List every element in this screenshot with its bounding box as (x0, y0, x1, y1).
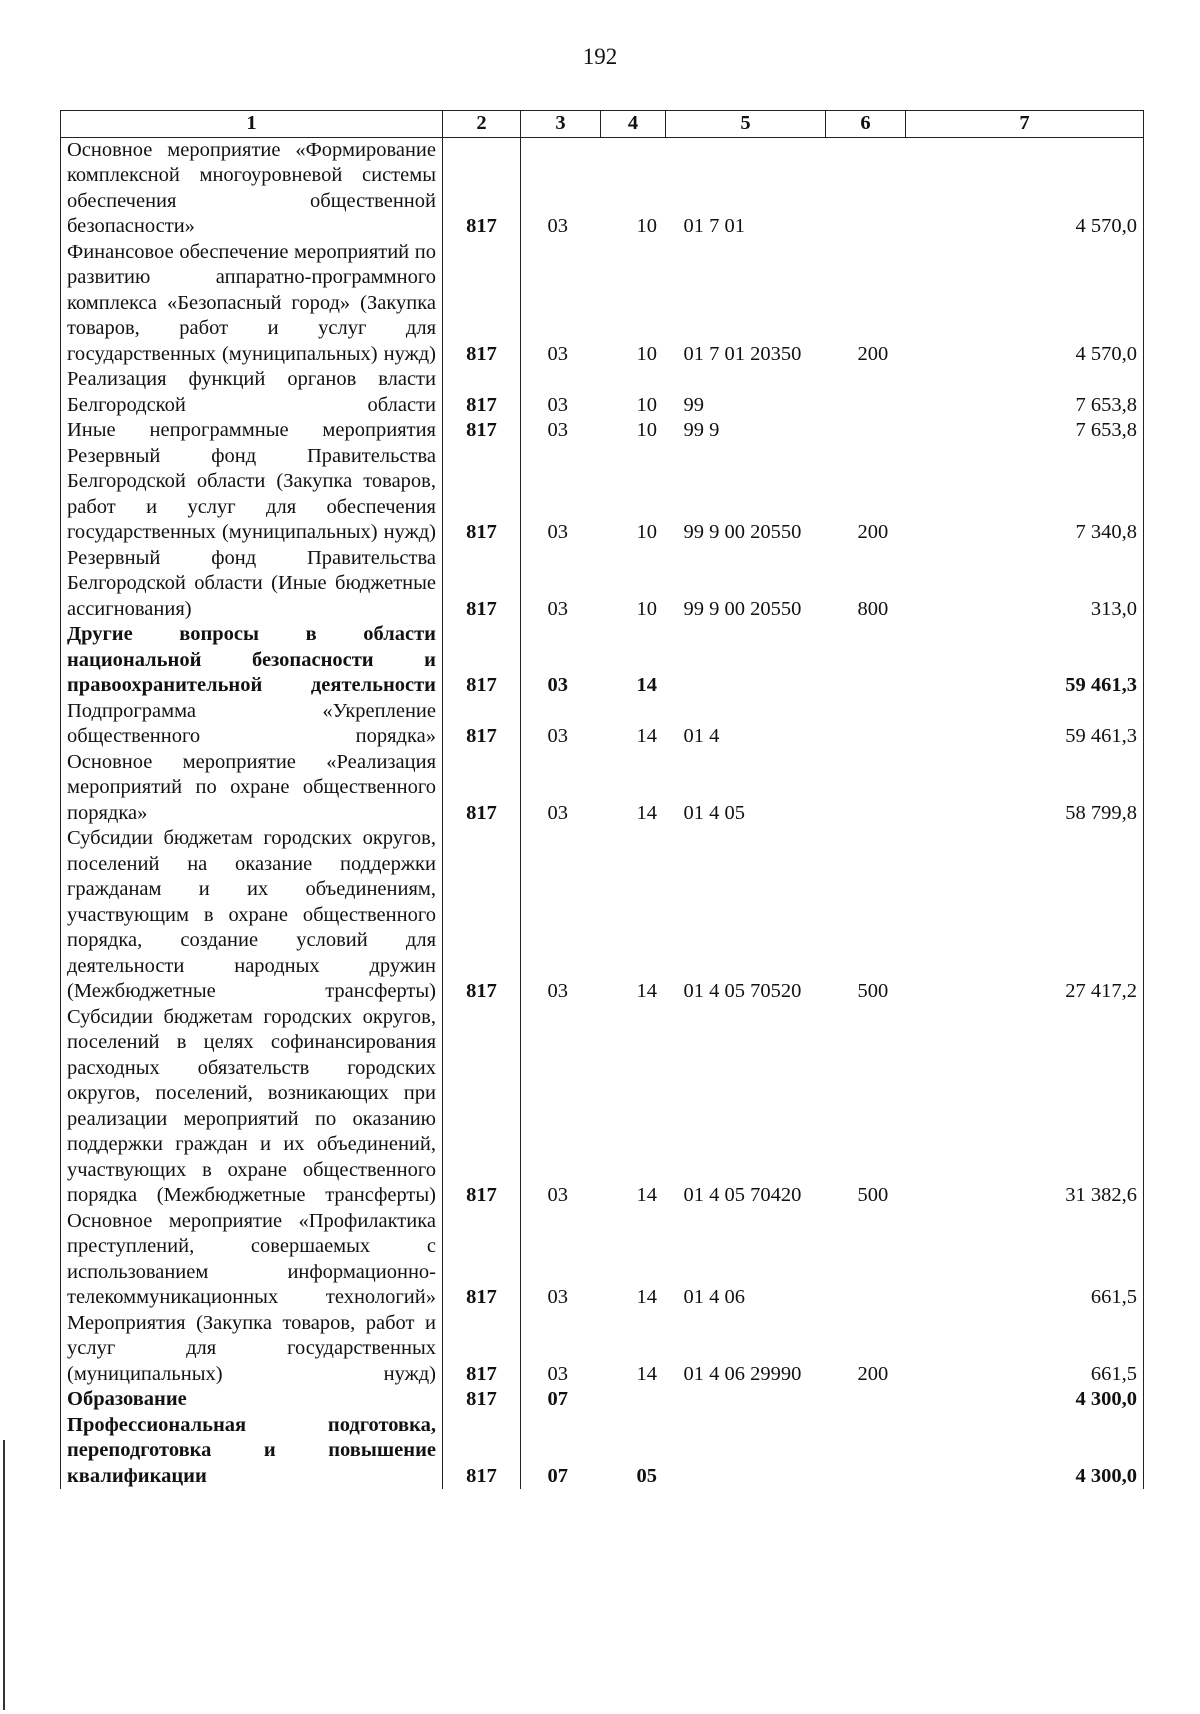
table-row (61, 622, 1144, 699)
row-name: Резервный фонд Правительства Белгородской области (Иные бюджетные ассигнования) (61, 546, 443, 623)
row-expense-type (826, 1387, 906, 1413)
table-row (61, 750, 1144, 827)
row-amount: 7 653,8 (906, 418, 1144, 444)
table-row (61, 137, 1144, 240)
row-grbs-code: 817 (443, 367, 521, 418)
row-subsection-code: 14 (636, 980, 657, 1002)
row-subsection-code: 10 (636, 215, 657, 237)
row-amount: 27 417,2 (906, 826, 1144, 1005)
row-name: Иные непрограммные мероприятия (61, 418, 443, 444)
row-target-article: 01 7 01 (683, 215, 745, 237)
row-amount: 661,5 (906, 1311, 1144, 1388)
row-target-article: 99 (683, 393, 704, 416)
row-expense-type (826, 1413, 906, 1490)
row-target-article: 01 4 06 (683, 1286, 745, 1308)
table-row (61, 826, 1144, 1005)
row-subsection-code: 10 (636, 521, 657, 543)
row-target-article: 99 9 00 20550 (683, 521, 802, 543)
col-header-4: 4 (601, 111, 666, 138)
row-section-code: 03 (547, 801, 568, 824)
row-target-article: 01 4 05 70520 (683, 980, 802, 1002)
header-row (61, 111, 1144, 138)
row-expense-type (826, 622, 906, 699)
row-grbs-code: 817 (443, 418, 521, 444)
row-subsection-code: 05 (636, 1464, 657, 1487)
budget-table (60, 110, 1144, 1489)
scan-edge-mark (3, 1440, 5, 1710)
row-expense-type: 200 (857, 342, 889, 365)
row-amount: 7 653,8 (906, 367, 1144, 418)
row-expense-type (826, 418, 906, 444)
row-amount: 31 382,6 (906, 1005, 1144, 1209)
table-row (61, 444, 1144, 546)
row-name: Субсидии бюджетам городских округов, поселений в целях софинансирования расходных обязательств городских округов, поселений, возникающих при реализации мероприятий по оказанию поддержки граждан и их объединений, участвующих в охране общественного порядка (Межбюджетные трансферты) (61, 1005, 443, 1209)
row-section-code: 03 (547, 521, 568, 543)
row-subsection-code: 14 (636, 725, 657, 747)
row-section-code: 07 (547, 1464, 568, 1487)
table-row (61, 240, 1144, 368)
row-subsection-code: 14 (636, 1286, 657, 1308)
row-amount: 7 340,8 (906, 444, 1144, 546)
row-grbs-code: 817 (443, 444, 521, 546)
table-row (61, 546, 1144, 623)
row-grbs-code: 817 (443, 1311, 521, 1388)
col-header-6: 6 (826, 111, 906, 138)
row-section-code: 03 (547, 1184, 568, 1206)
row-name: Профессиональная подготовка, переподготовка и повышение квалификации (61, 1413, 443, 1490)
row-grbs-code: 817 (443, 826, 521, 1005)
col-header-5: 5 (666, 111, 826, 138)
row-amount: 313,0 (906, 546, 1144, 623)
row-amount: 59 461,3 (906, 622, 1144, 699)
table-row (61, 1413, 1144, 1490)
row-name: Образование (61, 1387, 443, 1413)
row-section-code: 03 (547, 1362, 568, 1385)
row-section-code: 03 (547, 215, 568, 237)
row-subsection-code (601, 1387, 666, 1413)
row-name: Мероприятия (Закупка товаров, работ и услуг для государственных (муниципальных) нужд) (61, 1311, 443, 1388)
row-amount: 59 461,3 (906, 699, 1144, 750)
row-section-code: 03 (547, 1286, 568, 1308)
row-subsection-code: 10 (636, 393, 657, 416)
row-expense-type (826, 1209, 906, 1311)
row-name: Основное мероприятие «Профилактика преступлений, совершаемых с использованием информационно-телекоммуникационных технологий» (61, 1209, 443, 1311)
row-target-article (666, 622, 826, 699)
row-section-code: 03 (547, 674, 568, 696)
row-grbs-code: 817 (443, 1387, 521, 1413)
row-amount: 4 570,0 (906, 137, 1144, 240)
row-subsection-code: 14 (636, 674, 657, 696)
table-row (61, 1387, 1144, 1413)
row-section-code: 07 (547, 1388, 568, 1410)
row-grbs-code: 817 (443, 699, 521, 750)
row-amount: 661,5 (906, 1209, 1144, 1311)
row-subsection-code: 10 (636, 419, 657, 441)
row-section-code: 03 (547, 342, 568, 365)
row-amount: 58 799,8 (906, 750, 1144, 827)
row-name: Основное мероприятие «Реализация мероприятий по охране общественного порядка» (61, 750, 443, 827)
row-name: Другие вопросы в области национальной безопасности и правоохранительной деятельности (61, 622, 443, 699)
row-subsection-code: 10 (636, 342, 657, 365)
row-section-code: 03 (547, 980, 568, 1002)
row-subsection-code: 14 (636, 801, 657, 824)
col-header-7: 7 (906, 111, 1144, 138)
row-name: Основное мероприятие «Формирование комплексной многоуровневой системы обеспечения общественной безопасности» (61, 137, 443, 240)
table-row (61, 367, 1144, 418)
row-expense-type: 500 (857, 1184, 889, 1206)
col-header-3: 3 (521, 111, 601, 138)
row-name: Реализация функций органов власти Белгородской области (61, 367, 443, 418)
row-target-article (666, 1387, 826, 1413)
row-expense-type (826, 137, 906, 240)
row-target-article: 01 4 05 (683, 801, 745, 824)
row-grbs-code: 817 (443, 137, 521, 240)
col-header-2: 2 (443, 111, 521, 138)
col-header-1: 1 (61, 111, 443, 138)
row-expense-type: 800 (857, 597, 889, 620)
row-target-article: 99 9 00 20550 (683, 597, 802, 620)
table-row (61, 1005, 1144, 1209)
row-subsection-code: 14 (636, 1362, 657, 1385)
table-row (61, 1209, 1144, 1311)
row-grbs-code: 817 (443, 750, 521, 827)
row-target-article: 01 4 (683, 725, 720, 747)
row-name: Резервный фонд Правительства Белгородской области (Закупка товаров, работ и услуг для обеспечения государственных (муниципальных) нужд) (61, 444, 443, 546)
row-subsection-code: 10 (636, 597, 657, 620)
page-number: 192 (582, 44, 618, 69)
row-name: Субсидии бюджетам городских округов, поселений на оказание поддержки гражданам и их объединениям, участвующим в охране общественного порядка, создание условий для деятельности народных дружин (Межбюджетные трансферты) (61, 826, 443, 1005)
row-target-article: 99 9 (683, 419, 720, 441)
row-section-code: 03 (547, 419, 568, 441)
row-target-article: 01 7 01 20350 (683, 342, 802, 365)
row-target-article (666, 1413, 826, 1490)
row-section-code: 03 (547, 393, 568, 416)
table-row (61, 418, 1144, 444)
row-amount: 4 300,0 (906, 1387, 1144, 1413)
row-expense-type (826, 699, 906, 750)
row-grbs-code: 817 (443, 1005, 521, 1209)
row-grbs-code: 817 (443, 1413, 521, 1490)
table-row (61, 1311, 1144, 1388)
row-expense-type (826, 367, 906, 418)
row-grbs-code: 817 (443, 1209, 521, 1311)
row-target-article: 01 4 06 29990 (683, 1362, 802, 1385)
row-expense-type: 500 (857, 980, 889, 1002)
row-expense-type (826, 750, 906, 827)
row-amount: 4 300,0 (906, 1413, 1144, 1490)
row-grbs-code: 817 (443, 622, 521, 699)
row-name: Подпрограмма «Укрепление общественного порядка» (61, 699, 443, 750)
row-grbs-code: 817 (443, 240, 521, 368)
row-expense-type: 200 (857, 1362, 889, 1385)
row-section-code: 03 (547, 725, 568, 747)
row-grbs-code: 817 (443, 546, 521, 623)
row-target-article: 01 4 05 70420 (683, 1184, 802, 1206)
row-expense-type: 200 (857, 521, 889, 543)
row-name: Финансовое обеспечение мероприятий по развитию аппаратно-программного комплекса «Безопасный город» (Закупка товаров, работ и услуг для государственных (муниципальных) нужд) (61, 240, 443, 368)
row-subsection-code: 14 (636, 1184, 657, 1206)
row-section-code: 03 (547, 597, 568, 620)
row-amount: 4 570,0 (906, 240, 1144, 368)
table-row (61, 699, 1144, 750)
